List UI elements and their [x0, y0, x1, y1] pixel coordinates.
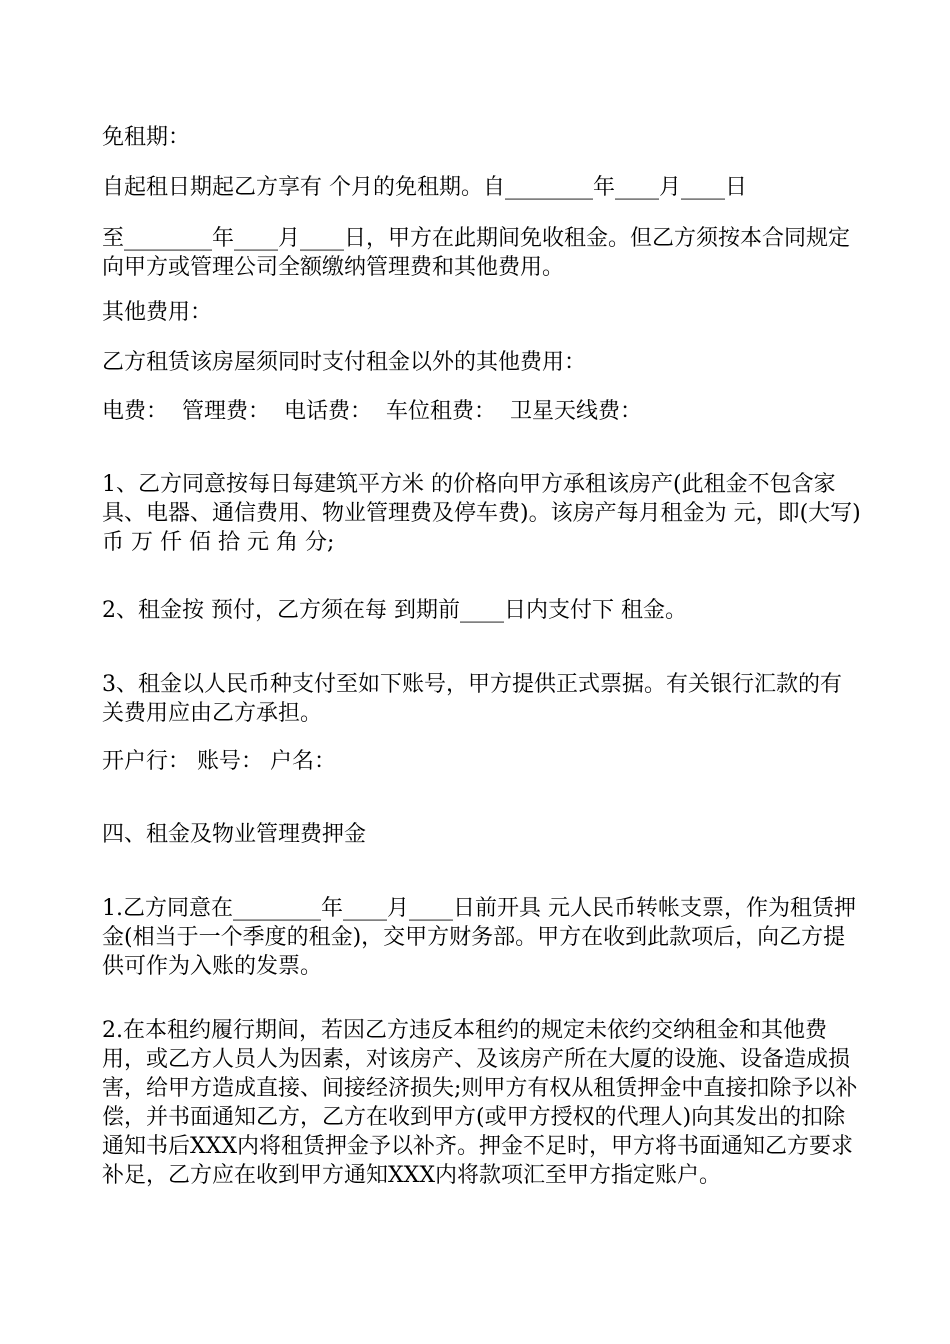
paragraph-other-fees-intro: 乙方租赁该房屋须同时支付租金以外的其他费用：: [102, 350, 587, 375]
section-heading-other-fees: 其他费用：: [102, 300, 213, 325]
paragraph-rent-free-start: 自起租日期起乙方享有 个月的免租期。自________年____月____日: [102, 175, 747, 200]
clause-2-payment-schedule: 2、租金按 预付，乙方须在每 到期前____日内支付下 租金。: [102, 598, 687, 623]
clause-3-payment-account: 3、租金以人民币种支付至如下账号，甲方提供正式票据。有关银行汇款的有关费用应由乙方承担。: [102, 672, 842, 726]
section-heading-deposit: 四、租金及物业管理费押金: [102, 822, 367, 847]
deposit-clause-1: 1.乙方同意在________年____月____日前开具 元人民币转帐支票，作为租赁押金(相当于一个季度的租金)，交甲方财务部。甲方在收到此款项后，向乙方提供可作为入账的发票。: [102, 896, 856, 979]
clause-1-rent-price: 1、乙方同意按每日每建筑平方米 的价格向甲方承租该房产(此租金不包含家具、电器、通信费用、物业管理费及停车费)。该房产每月租金为 元，即(大写) 币 万 仟 佰 拾 元 角 分;: [102, 472, 868, 555]
paragraph-rent-free-end: 至________年____月____日，甲方在此期间免收租金。但乙方须按本合同规定向甲方或管理公司全额缴纳管理费和其他费用。: [102, 226, 851, 280]
section-heading-rent-free: 免租期：: [102, 125, 191, 150]
deposit-clause-2: 2.在本租约履行期间，若因乙方违反本租约的规定未依约交纳租金和其他费用，或乙方人员人为因素，对该房产、及该房产所在大厦的设施、设备造成损害，给甲方造成直接、间接经济损失;则甲方有权从租赁押金中直接扣除予以补偿，并书面通知乙方，乙方在收到甲方(或甲方授权的代理人)向其发出的扣除通知书后XXX内将租赁押金予以补齐。押金不足时，甲方将书面通知乙方要求补足，乙方应在收到甲方通知XXX内将款项汇至甲方指定账户。: [102, 1018, 858, 1188]
paragraph-bank-details: 开户行： 账号： 户名：: [102, 749, 336, 774]
paragraph-fee-list: 电费： 管理费： 电话费： 车位租费： 卫星天线费：: [102, 399, 642, 424]
